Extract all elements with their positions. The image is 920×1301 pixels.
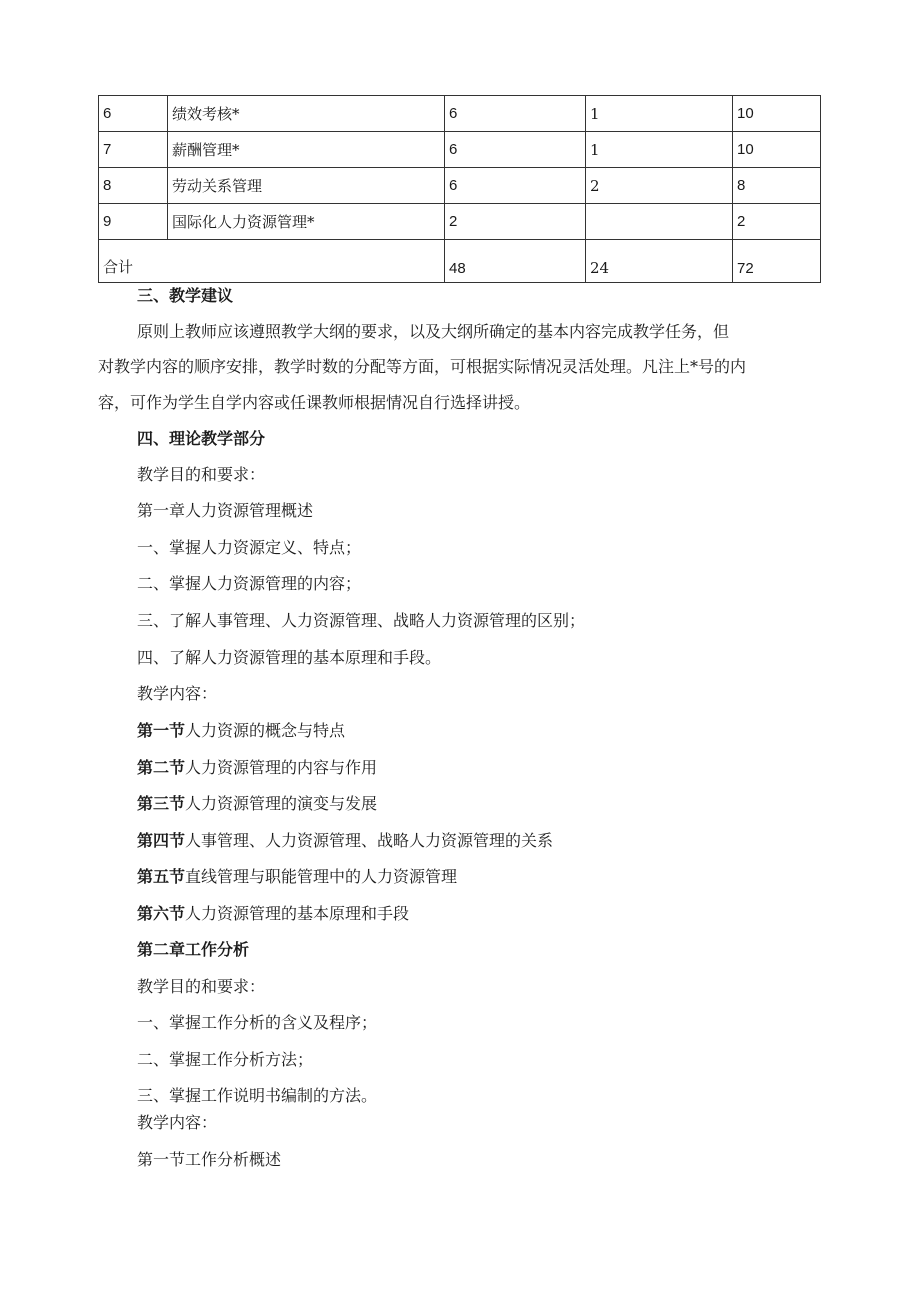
section-number: 第三节	[137, 794, 186, 813]
cell-topic: 国际化人力资源管理*	[168, 204, 445, 240]
section-title: 人力资源的概念与特点	[185, 721, 346, 740]
section-item	[137, 831, 553, 851]
goals-label: 教学目的和要求：	[137, 977, 266, 996]
cell-total-theory: 48	[445, 240, 586, 283]
section-number: 第六节	[137, 904, 186, 923]
section-title: 人力资源管理的基本原理和手段	[185, 904, 410, 923]
table-total-row	[99, 240, 821, 283]
hours-table	[98, 95, 821, 283]
cell-total-hours: 72	[733, 240, 821, 283]
goal-item: 一、掌握工作分析的含义及程序；	[137, 1013, 378, 1032]
cell-no: 7	[99, 132, 168, 168]
paragraph-line: 对教学内容的顺序安排，教学时数的分配等方面，可根据实际情况灵活处理。凡注上*号的内	[98, 357, 747, 376]
section-item	[137, 758, 377, 778]
goal-item: 一、掌握人力资源定义、特点；	[137, 538, 362, 557]
cell-no: 8	[99, 168, 168, 204]
chapter-title: 第一章人力资源管理概述	[137, 501, 314, 520]
cell-no: 6	[99, 96, 168, 132]
section-item: 第一节工作分析概述	[137, 1150, 282, 1169]
section-number: 第一节	[137, 721, 186, 740]
cell-total: 8	[733, 168, 821, 204]
cell-practice: 1	[586, 132, 733, 168]
paragraph-line: 容，可作为学生自学内容或任课教师根据情况自行选择讲授。	[98, 393, 531, 412]
section-item	[137, 721, 345, 741]
cell-practice: 2	[586, 168, 733, 204]
goal-item: 四、了解人力资源管理的基本原理和手段。	[137, 648, 442, 667]
cell-theory: 6	[445, 132, 586, 168]
chapter-title	[137, 940, 249, 960]
goal-item: 二、掌握工作分析方法；	[137, 1050, 314, 1069]
goals-label: 教学目的和要求：	[137, 465, 266, 484]
section-title: 人力资源管理的演变与发展	[185, 794, 378, 813]
section-title: 人事管理、人力资源管理、战略人力资源管理的关系	[185, 831, 554, 850]
table-row	[99, 168, 821, 204]
cell-theory: 6	[445, 96, 586, 132]
goal-item: 三、了解人事管理、人力资源管理、战略人力资源管理的区别；	[137, 611, 586, 630]
chapter-name: 工作分析	[185, 940, 250, 959]
table-row	[99, 96, 821, 132]
cell-total-practice: 24	[586, 240, 733, 283]
table-row	[99, 132, 821, 168]
section-item	[137, 904, 409, 924]
paragraph-line: 原则上教师应该遵照教学大纲的要求，以及大纲所确定的基本内容完成教学任务，但	[137, 322, 730, 341]
cell-topic: 绩效考核*	[168, 96, 445, 132]
section-title: 人力资源管理的内容与作用	[185, 758, 378, 777]
section-heading-theory: 四、理论教学部分	[137, 429, 266, 448]
section-title: 直线管理与职能管理中的人力资源管理	[185, 867, 458, 886]
section-number: 第四节	[137, 831, 186, 850]
content-label: 教学内容：	[137, 1113, 218, 1132]
cell-total: 2	[733, 204, 821, 240]
cell-total: 10	[733, 96, 821, 132]
section-number: 第五节	[137, 867, 186, 886]
cell-total-label: 合计	[99, 240, 445, 283]
goal-item: 三、掌握工作说明书编制的方法。	[137, 1086, 378, 1105]
table-row	[99, 204, 821, 240]
section-heading-teaching-advice: 三、教学建议	[137, 286, 234, 305]
cell-theory: 6	[445, 168, 586, 204]
section-item	[137, 867, 457, 887]
cell-practice: 1	[586, 96, 733, 132]
cell-no: 9	[99, 204, 168, 240]
goal-item: 二、掌握人力资源管理的内容；	[137, 574, 362, 593]
section-number: 第二节	[137, 758, 186, 777]
cell-practice	[586, 204, 733, 240]
cell-theory: 2	[445, 204, 586, 240]
cell-topic: 薪酬管理*	[168, 132, 445, 168]
content-label: 教学内容：	[137, 684, 218, 703]
cell-total: 10	[733, 132, 821, 168]
section-item	[137, 794, 377, 814]
cell-topic: 劳动关系管理	[168, 168, 445, 204]
chapter-number: 第二章	[137, 940, 186, 959]
